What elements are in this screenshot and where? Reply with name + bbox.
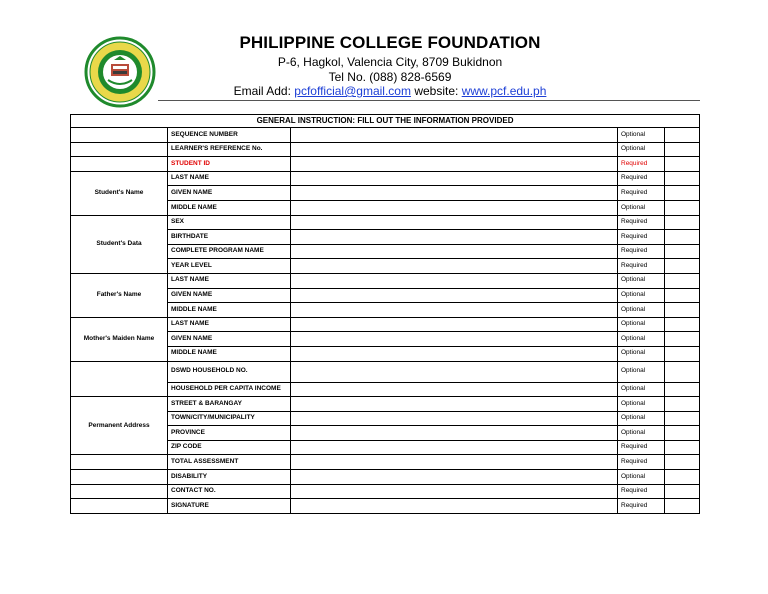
check-cell[interactable] (665, 288, 700, 303)
table-row (71, 171, 700, 186)
status-label: Required (618, 171, 665, 186)
status-label: Required (618, 244, 665, 259)
header-divider (158, 100, 700, 101)
status-label: Optional (618, 361, 665, 382)
college-telephone: Tel No. (088) 828-6569 (328, 70, 452, 84)
check-cell[interactable] (665, 186, 700, 201)
information-form-table (70, 114, 700, 514)
field-label: MIDDLE NAME (168, 346, 291, 361)
answer-cell[interactable] (291, 382, 618, 397)
status-label: Required (618, 186, 665, 201)
answer-cell[interactable] (291, 411, 618, 426)
group-label-mothers-maiden-name: Mother's Maiden Name (71, 317, 168, 361)
table-row (71, 484, 700, 499)
answer-cell[interactable] (291, 317, 618, 332)
group-label-empty (71, 455, 168, 470)
check-cell[interactable] (665, 303, 700, 318)
group-label-empty (71, 142, 168, 157)
status-label: Optional (618, 288, 665, 303)
table-row (71, 128, 700, 143)
answer-cell[interactable] (291, 259, 618, 274)
check-cell[interactable] (665, 440, 700, 455)
college-name: PHILIPPINE COLLEGE FOUNDATION (239, 33, 541, 52)
status-label: Optional (618, 332, 665, 347)
website-link[interactable]: www.pcf.edu.ph (461, 84, 547, 98)
status-label: Required (618, 259, 665, 274)
table-row (71, 273, 700, 288)
email-label: Email Add: (233, 84, 291, 98)
field-label: SIGNATURE (168, 499, 291, 514)
answer-cell[interactable] (291, 142, 618, 157)
field-label: GIVEN NAME (168, 288, 291, 303)
check-cell[interactable] (665, 455, 700, 470)
check-cell[interactable] (665, 244, 700, 259)
check-cell[interactable] (665, 332, 700, 347)
status-label: Optional (618, 382, 665, 397)
status-label: Optional (618, 128, 665, 143)
status-label: Optional (618, 426, 665, 441)
group-label-permanent-address: Permanent Address (71, 397, 168, 455)
answer-cell[interactable] (291, 346, 618, 361)
check-cell[interactable] (665, 171, 700, 186)
status-label: Optional (618, 317, 665, 332)
answer-cell[interactable] (291, 288, 618, 303)
status-label: Required (618, 484, 665, 499)
status-label: Required (618, 230, 665, 245)
answer-cell[interactable] (291, 157, 618, 172)
table-row (71, 142, 700, 157)
status-label: Required (618, 157, 665, 172)
field-label: TOTAL ASSESSMENT (168, 455, 291, 470)
answer-cell[interactable] (291, 215, 618, 230)
field-label: PROVINCE (168, 426, 291, 441)
answer-cell[interactable] (291, 426, 618, 441)
check-cell[interactable] (665, 128, 700, 143)
status-label: Optional (618, 411, 665, 426)
answer-cell[interactable] (291, 440, 618, 455)
table-row (71, 397, 700, 412)
table-row (71, 157, 700, 172)
website-label: website: (414, 84, 459, 98)
group-label-empty (71, 361, 168, 397)
status-label: Optional (618, 346, 665, 361)
answer-cell[interactable] (291, 200, 618, 215)
status-label: Optional (618, 303, 665, 318)
status-label: Required (618, 215, 665, 230)
answer-cell[interactable] (291, 499, 618, 514)
check-cell[interactable] (665, 411, 700, 426)
table-row (71, 317, 700, 332)
check-cell[interactable] (665, 273, 700, 288)
table-row (71, 455, 700, 470)
check-cell[interactable] (665, 317, 700, 332)
answer-cell[interactable] (291, 397, 618, 412)
field-label-student-id: STUDENT ID (168, 157, 291, 172)
check-cell[interactable] (665, 259, 700, 274)
field-label: GIVEN NAME (168, 332, 291, 347)
college-address: P-6, Hagkol, Valencia City, 8709 Bukidnon (277, 55, 503, 69)
answer-cell[interactable] (291, 273, 618, 288)
check-cell[interactable] (665, 397, 700, 412)
table-row (71, 499, 700, 514)
field-label: LAST NAME (168, 171, 291, 186)
field-label: GIVEN NAME (168, 186, 291, 201)
table-row (71, 470, 700, 485)
group-label-empty (71, 499, 168, 514)
status-label: Optional (618, 273, 665, 288)
group-label-fathers-name: Father's Name (71, 273, 168, 317)
answer-cell[interactable] (291, 244, 618, 259)
field-label: DSWD HOUSEHOLD NO. (168, 361, 291, 382)
check-cell[interactable] (665, 470, 700, 485)
field-label: MIDDLE NAME (168, 200, 291, 215)
answer-cell[interactable] (291, 470, 618, 485)
check-cell[interactable] (665, 499, 700, 514)
college-seal-logo (84, 36, 156, 108)
instruction-row (71, 115, 700, 128)
group-label-empty (71, 157, 168, 172)
answer-cell[interactable] (291, 361, 618, 382)
answer-cell[interactable] (291, 230, 618, 245)
answer-cell[interactable] (291, 128, 618, 143)
status-label: Required (618, 455, 665, 470)
check-cell[interactable] (665, 426, 700, 441)
email-link[interactable]: pcfofficial@gmail.com (294, 84, 411, 98)
status-label: Optional (618, 397, 665, 412)
field-label: SEQUENCE NUMBER (168, 128, 291, 143)
group-label-students-name: Student's Name (71, 171, 168, 215)
check-cell[interactable] (665, 484, 700, 499)
field-label: STREET & BARANGAY (168, 397, 291, 412)
table-row (71, 361, 700, 382)
check-cell[interactable] (665, 361, 700, 382)
check-cell[interactable] (665, 142, 700, 157)
field-label: SEX (168, 215, 291, 230)
group-label-empty (71, 128, 168, 143)
answer-cell[interactable] (291, 332, 618, 347)
field-label: COMPLETE PROGRAM NAME (168, 244, 291, 259)
group-label-empty (71, 484, 168, 499)
field-label: DISABILITY (168, 470, 291, 485)
answer-cell[interactable] (291, 303, 618, 318)
check-cell[interactable] (665, 230, 700, 245)
status-label: Optional (618, 142, 665, 157)
group-label-students-data: Student's Data (71, 215, 168, 273)
field-label: YEAR LEVEL (168, 259, 291, 274)
field-label: CONTACT NO. (168, 484, 291, 499)
check-cell[interactable] (665, 157, 700, 172)
answer-cell[interactable] (291, 455, 618, 470)
status-label: Required (618, 499, 665, 514)
field-label: LEARNER'S REFERENCE No. (168, 142, 291, 157)
general-instruction: GENERAL INSTRUCTION: FILL OUT THE INFORMATION PROVIDED (71, 115, 700, 128)
check-cell[interactable] (665, 346, 700, 361)
check-cell[interactable] (665, 200, 700, 215)
field-label: ZIP CODE (168, 440, 291, 455)
field-label: LAST NAME (168, 317, 291, 332)
check-cell[interactable] (665, 382, 700, 397)
status-label: Required (618, 440, 665, 455)
answer-cell[interactable] (291, 484, 618, 499)
field-label: LAST NAME (168, 273, 291, 288)
check-cell[interactable] (665, 215, 700, 230)
field-label: MIDDLE NAME (168, 303, 291, 318)
table-row (71, 215, 700, 230)
status-label: Optional (618, 200, 665, 215)
answer-cell[interactable] (291, 186, 618, 201)
contact-line (180, 84, 600, 98)
group-label-empty (71, 470, 168, 485)
answer-cell[interactable] (291, 171, 618, 186)
field-label: TOWN/CITY/MUNICIPALITY (168, 411, 291, 426)
field-label: BIRTHDATE (168, 230, 291, 245)
field-label: HOUSEHOLD PER CAPITA INCOME (168, 382, 291, 397)
status-label: Optional (618, 470, 665, 485)
